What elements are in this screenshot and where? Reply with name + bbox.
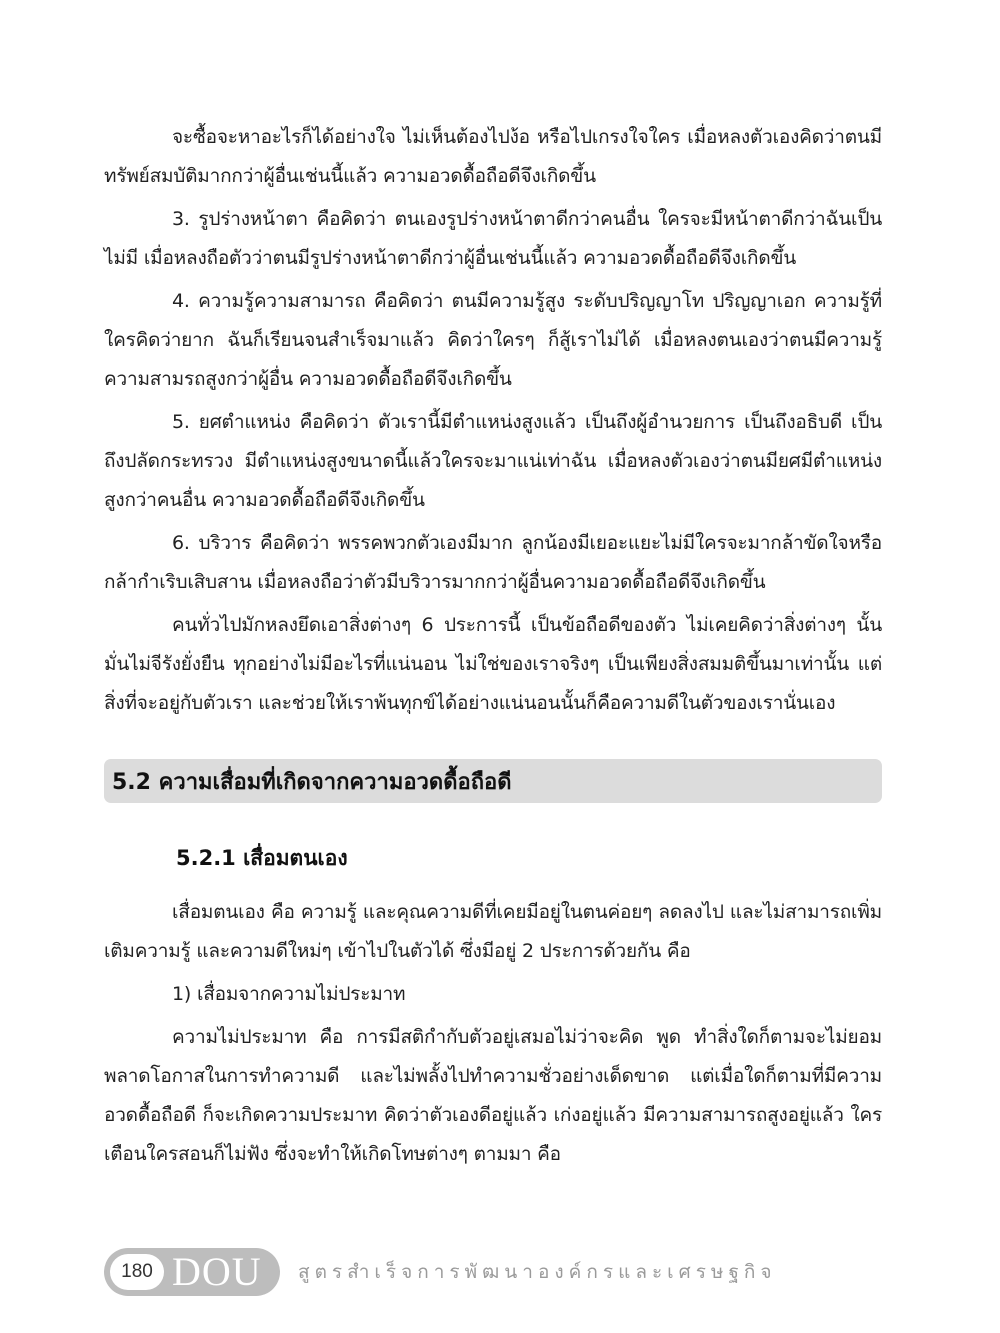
- footer-badge: [104, 1248, 280, 1296]
- paragraph-intro: เสื่อมตนเอง คือ ความรู้ และคุณความดีที่เคยมีอยู่ในตนค่อยๆ ลดลงไป และไม่สามารถเพิ่มเติมความรู้ และความดีใหม่ๆ เข้าไปในตัวได้ ซึ่งมีอยู่ 2 ประการด้วยกัน คือ: [104, 901, 882, 962]
- paragraph-heedfulness: ความไม่ประมาท คือ การมีสติกำกับตัวอยู่เสมอไม่ว่าจะคิด พูด ทำสิ่งใดก็ตามจะไม่ยอมพลาดโอกาสในการทำความดี และไม่พลั้งไปทำความชั่วอย่างเด็ดขาด แต่เมื่อใดก็ตามที่มีความอวดดื้อถือดี ก็จะเกิดความประมาท คิดว่าตัวเองดีอยู่แล้ว เก่งอยู่แล้ว มีความสามารถสูงอยู่แล้ว ใครเตือนใครสอนก็ไม่ฟัง ซึ่งจะทำให้เกิดโทษต่างๆ ตามมา คือ: [104, 1026, 882, 1165]
- subheading: 5.2.1 เสื่อมตนเอง: [176, 846, 348, 870]
- page-number: 180: [110, 1254, 164, 1290]
- section-heading: 5.2 ความเสื่อมที่เกิดจากความอวดดื้อถือดี: [112, 769, 512, 795]
- page-body: [104, 118, 882, 1174]
- paragraph-summary: คนทั่วไปมักหลงยึดเอาสิ่งต่างๆ 6 ประการนี้ เป็นข้อถือดีของตัว ไม่เคยคิดว่าสิ่งต่างๆ นั้น มั่นไม่จีรังยั่งยืน ทุกอย่างไม่มีอะไรที่แน่นอน ไม่ใช่ของเราจริงๆ เป็นเพียงสิ่งสมมติขึ้นมาเท่านั้น แต่สิ่งที่จะอยู่กับตัวเรา และช่วยให้เราพ้นทุกข์ได้อย่างแน่นอนนั้นก็คือความดีในตัวของเรานั่นเอง: [104, 614, 882, 714]
- dou-logo: DOU: [172, 1249, 262, 1294]
- book-title: สูตรสำเร็จการพัฒนาองค์กรและเศรษฐกิจ: [298, 1261, 777, 1283]
- paragraph-appearance: 3. รูปร่างหน้าตา คือคิดว่า ตนเองรูปร่างหน้าตาดีกว่าคนอื่น ใครจะมีหน้าตาดีกว่าฉันเป็นไม่มี เมื่อหลงถือตัวว่าตนมีรูปร่างหน้าตาดีกว่าผู้อื่นเช่นนี้แล้ว ความอวดดื้อถือดีจึงเกิดขึ้น: [104, 208, 882, 269]
- paragraph-rank: 5. ยศตำแหน่ง คือคิดว่า ตัวเรานี้มีตำแหน่งสูงแล้ว เป็นถึงผู้อำนวยการ เป็นถึงอธิบดี เป็นถึงปลัดกระทรวง มีตำแหน่งสูงขนาดนี้แล้วใครจะมาแน่เท่าฉัน เมื่อหลงตัวเองว่าตนมียศมีตำแหน่งสูงกว่าคนอื่น ความอวดดื้อถือดีจึงเกิดขึ้น: [104, 411, 882, 511]
- list-item-1: 1) เสื่อมจากความไม่ประมาท: [172, 983, 406, 1005]
- paragraph-knowledge: 4. ความรู้ความสามารถ คือคิดว่า ตนมีความรู้สูง ระดับปริญญาโท ปริญญาเอก ความรู้ที่ใครคิดว่ายาก ฉันก็เรียนจนสำเร็จมาแล้ว คิดว่าใครๆ ก็สู้เราไม่ได้ เมื่อหลงตนเองว่าตนมีความรู้ความสามรถสูงกว่าผู้อื่น ความอวดดื้อถือดีจึงเกิดขึ้น: [104, 290, 882, 390]
- paragraph-wealth-continued: จะซื้อจะหาอะไรก็ได้อย่างใจ ไม่เห็นต้องไปง้อ หรือไปเกรงใจใคร เมื่อหลงตัวเองคิดว่าตนมีทรัพย์สมบัติมากกว่าผู้อื่นเช่นนี้แล้ว ความอวดดื้อถือดีจึงเกิดขึ้น: [104, 126, 882, 187]
- page-footer: [104, 1248, 777, 1296]
- section-heading-bar: [104, 759, 882, 803]
- paragraph-retinue: 6. บริวาร คือคิดว่า พรรคพวกตัวเองมีมาก ลูกน้องมีเยอะแยะไม่มีใครจะมากล้าขัดใจหรือกล้ากำเริบเสิบสาน เมื่อหลงถือว่าตัวมีบริวารมากกว่าผู้อื่นความอวดดื้อถือดีจึงเกิดขึ้น: [104, 532, 882, 593]
